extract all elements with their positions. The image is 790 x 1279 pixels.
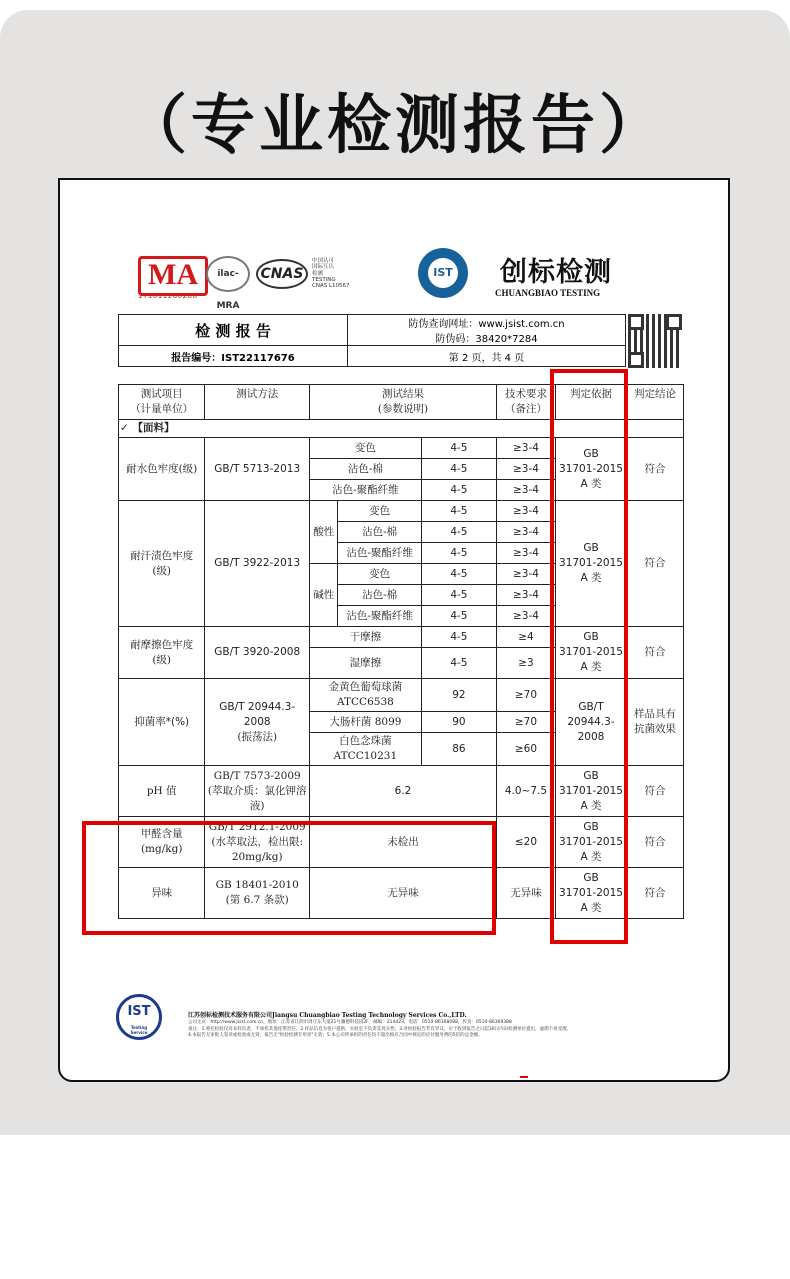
table-row: 抑菌率*(%) GB/T 20944.3-2008 (振荡法) 金黄色葡萄球菌 ATCC6538 92 ≥70 GB/T 20944.3-2008 样品具有 抗菌效果 bbox=[119, 679, 684, 712]
table-row: 耐汗渍色牢度 (级) GB/T 3922-2013 酸性 变色 4-5 ≥3-4 GB 31701-2015 A 类 符合 bbox=[119, 501, 684, 522]
table-row: 沾色-棉 4-5 ≥3-4 bbox=[119, 585, 684, 606]
footer-company: 江苏创标检测技术服务有限公司Jiangsu Chuangbiao Testing Technology Services Co.,LTD. bbox=[188, 1012, 467, 1019]
verify-site: 防伪查询网址：www.jsist.com.cn bbox=[348, 315, 626, 331]
cnas-logo: CNAS bbox=[256, 259, 308, 289]
report-document bbox=[58, 178, 730, 1082]
brand-name-en: CHUANGBIAO TESTING bbox=[495, 288, 601, 298]
table-row: 沾色-聚酯纤维 4-5 ≥3-4 bbox=[119, 543, 684, 564]
table-row: 白色念珠菌 ATCC10231 86 ≥60 bbox=[119, 733, 684, 766]
table-row: 耐摩擦色牢度 (级) GB/T 3920-2008 干摩擦 4-5 ≥4 GB 31701-2015 A 类 符合 bbox=[119, 627, 684, 648]
report-title: 检 测 报 告 bbox=[119, 315, 348, 346]
cnas-description: 中国认可 国际互认 检测 TESTING CNAS L10567 bbox=[312, 258, 350, 290]
ilac-logo: ilac-MRA bbox=[206, 256, 250, 292]
table-row: 异味 GB 18401-2010 (第 6.7 条款) 无异味 无异味 GB 31701-2015 A 类 符合 bbox=[119, 868, 684, 919]
table-row: 沾色-棉 4-5 ≥3-4 bbox=[119, 459, 684, 480]
verify-code: 防伪码：38420*7284 bbox=[348, 330, 626, 346]
table-row: 沾色-棉 4-5 ≥3-4 bbox=[119, 522, 684, 543]
report-header bbox=[118, 314, 626, 367]
table-row: 甲醛含量 (mg/kg) GB/T 2912.1-2009 (水萃取法，检出限: 20mg/kg) 未检出 ≤20 GB 31701-2015 A 类 符合 bbox=[119, 817, 684, 868]
cma-number: 171011260288 bbox=[138, 292, 198, 300]
page-info: 第 2 页，共 4 页 bbox=[348, 346, 626, 367]
table-row: pH 值 GB/T 7573-2009 (萃取介质：氯化钾溶 液) 6.2 4.0~7.5 GB 31701-2015 A 类 符合 bbox=[119, 766, 684, 817]
highlight-box-basis bbox=[550, 369, 628, 944]
table-row: 碱性 变色 4-5 ≥3-4 bbox=[119, 564, 684, 585]
table-row: 沾色-聚酯纤维 4-5 ≥3-4 bbox=[119, 480, 684, 501]
report-number: 报告编号：IST22117676 bbox=[119, 346, 348, 367]
table-row: 耐水色牢度(级) GB/T 5713-2013 变色 4-5 ≥3-4 GB 31701-2015 A 类 符合 bbox=[119, 438, 684, 459]
qr-code bbox=[628, 314, 682, 368]
ist-logo: IST bbox=[418, 248, 468, 298]
page-headline: （专业检测报告） bbox=[123, 89, 667, 163]
brand-name-cn: 创标检测 bbox=[500, 257, 612, 288]
highlight-box-formaldehyde-odor bbox=[82, 821, 496, 935]
table-row: 大肠杆菌 8099 90 ≥70 bbox=[119, 712, 684, 733]
footer-ist-logo: IST Testing Service bbox=[116, 994, 162, 1040]
table-row: 沾色-聚酯纤维 4-5 ≥3-4 bbox=[119, 606, 684, 627]
red-mark bbox=[520, 1076, 528, 1078]
section-row: ✓ 【面料】 bbox=[119, 420, 684, 438]
footer-notes: 公司主页：http://www.jsist.com.cn，地址：江苏省江阴市周庄东大道21号瀚德科技园2F，邮编：214423，电话：0510-86368088，传真：0510-86369388 备注：1.委托检验仅对来样负责，不承担其他连带责任；2.样品信息为客户提供，实验室不负责其真实性；3.对检验报告若有异议，应于收到报告之日起30日内向检测单位提出，逾期不再受理。 4.本报告无审批人签章或检验成无效，报告无"检验检测专用章"无效；5.本公司所承担的责任均不超出相应合同中规定的应付服务费的5倍的总金额。 bbox=[188, 1020, 572, 1038]
table-header-row: 测试项目 （计量单位） 测试方法 测试结果 (参数说明) 技术要求 （备注） 判定依据 判定结论 bbox=[119, 385, 684, 420]
table-row: 湿摩擦 4-5 ≥3 bbox=[119, 648, 684, 679]
cma-logo: MA bbox=[138, 256, 208, 296]
